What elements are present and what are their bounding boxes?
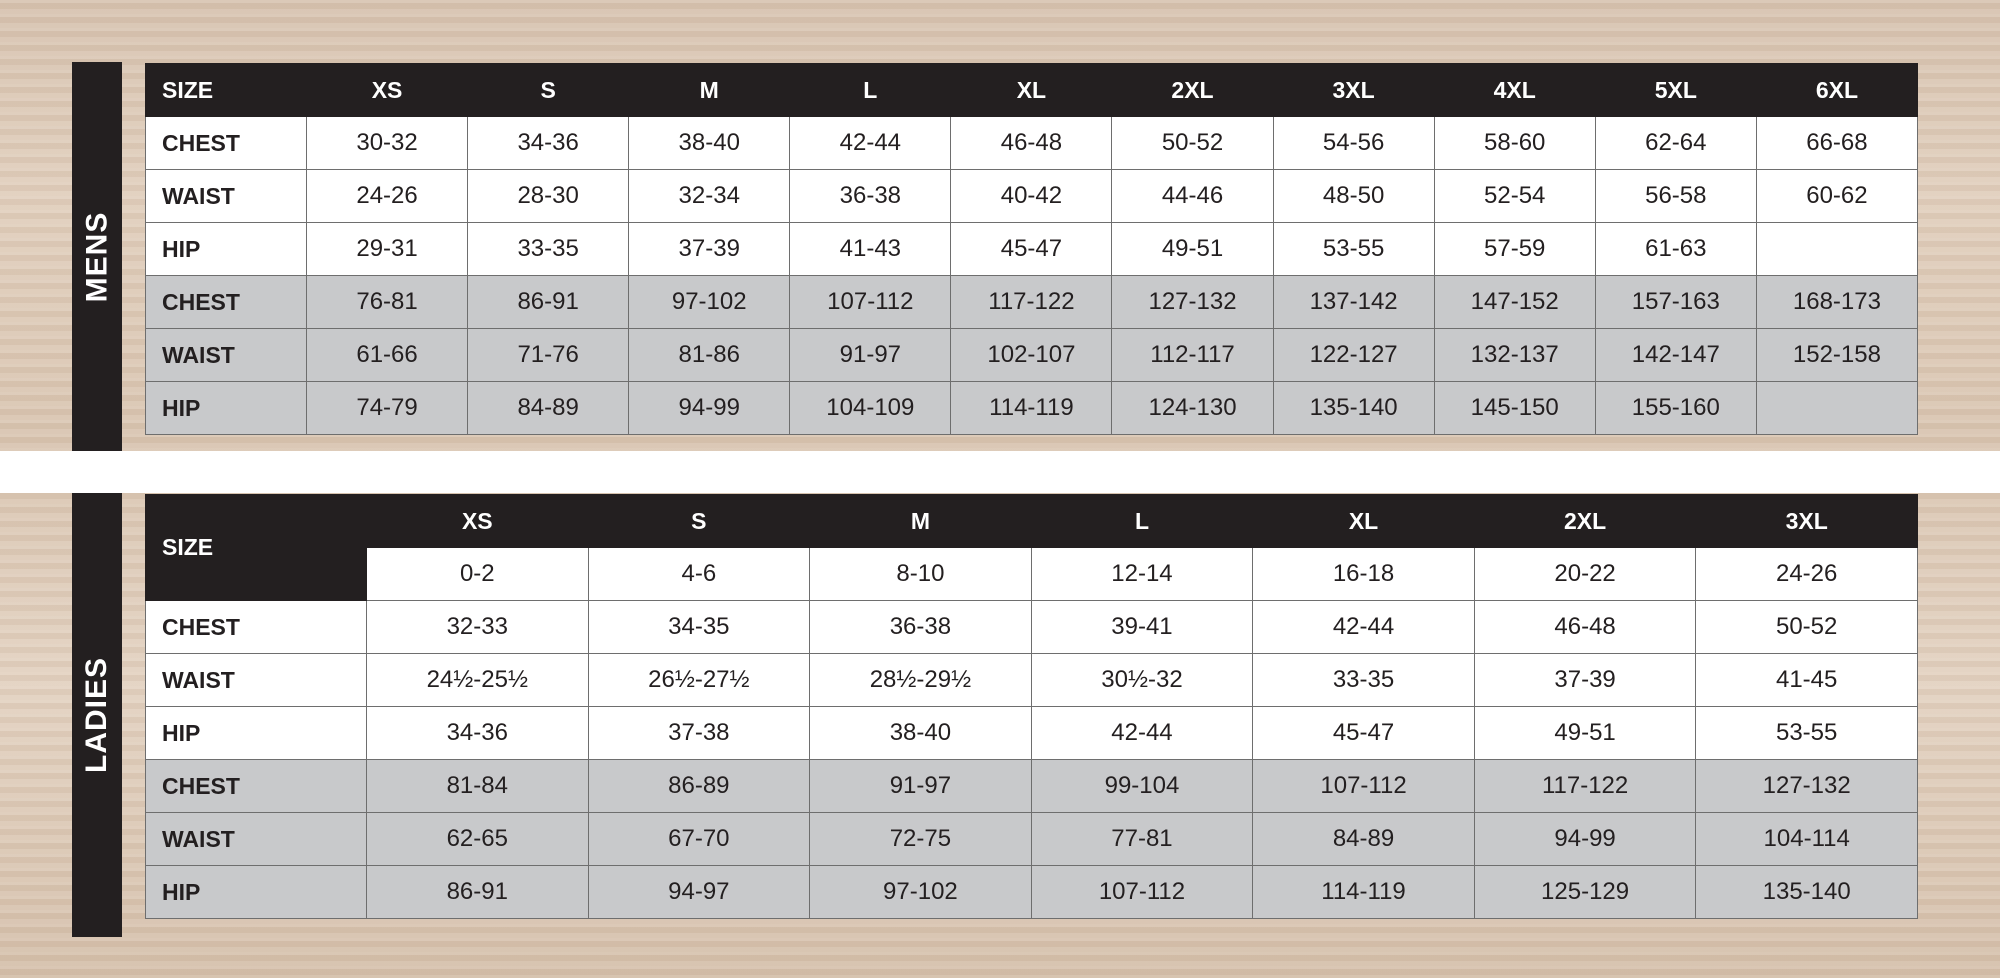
table-cell: 40-42 (951, 170, 1112, 223)
measurement-label: HIP (146, 866, 367, 919)
size-header: 2XL (1474, 495, 1696, 548)
table-cell: 42-44 (1031, 707, 1253, 760)
size-header: XS (307, 64, 468, 117)
ladies-numeric-size-row (146, 548, 1918, 601)
table-cell: 104-109 (790, 382, 951, 435)
table-cell: 84-89 (468, 382, 629, 435)
measurement-label: CHEST (146, 276, 307, 329)
table-cell: 29-31 (307, 223, 468, 276)
section-divider (0, 451, 2000, 493)
numeric-size-cell: 8-10 (810, 548, 1032, 601)
table-cell: 104-114 (1696, 813, 1918, 866)
table-cell: 32-34 (629, 170, 790, 223)
numeric-size-cell: 20-22 (1474, 548, 1696, 601)
numeric-size-cell: 16-18 (1253, 548, 1475, 601)
table-cell: 72-75 (810, 813, 1032, 866)
table-row (146, 276, 1918, 329)
table-cell: 86-91 (367, 866, 589, 919)
table-cell: 30½-32 (1031, 654, 1253, 707)
size-header: L (790, 64, 951, 117)
measurement-label: CHEST (146, 760, 367, 813)
table-cell: 117-122 (1474, 760, 1696, 813)
table-cell: 54-56 (1273, 117, 1434, 170)
table-cell: 34-36 (367, 707, 589, 760)
table-cell: 137-142 (1273, 276, 1434, 329)
table-cell: 49-51 (1112, 223, 1273, 276)
table-cell: 62-64 (1595, 117, 1756, 170)
ladies-size-header: SIZE (146, 495, 367, 601)
table-cell: 37-39 (1474, 654, 1696, 707)
table-cell: 24½-25½ (367, 654, 589, 707)
table-row (146, 813, 1918, 866)
size-header: M (810, 495, 1032, 548)
table-cell: 66-68 (1756, 117, 1917, 170)
table-cell: 33-35 (1253, 654, 1475, 707)
table-cell: 38-40 (629, 117, 790, 170)
table-cell: 26½-27½ (588, 654, 810, 707)
table-cell: 97-102 (629, 276, 790, 329)
size-header: L (1031, 495, 1253, 548)
table-cell: 99-104 (1031, 760, 1253, 813)
table-cell: 94-99 (1474, 813, 1696, 866)
table-cell: 62-65 (367, 813, 589, 866)
size-header: XL (951, 64, 1112, 117)
measurement-label: CHEST (146, 117, 307, 170)
table-cell: 76-81 (307, 276, 468, 329)
table-cell: 53-55 (1696, 707, 1918, 760)
measurement-label: WAIST (146, 329, 307, 382)
size-header: M (629, 64, 790, 117)
table-cell: 127-132 (1112, 276, 1273, 329)
size-header: S (468, 64, 629, 117)
table-cell: 77-81 (1031, 813, 1253, 866)
table-cell: 44-46 (1112, 170, 1273, 223)
table-row (146, 654, 1918, 707)
table-row (146, 760, 1918, 813)
table-cell: 94-99 (629, 382, 790, 435)
measurement-label: HIP (146, 707, 367, 760)
table-cell: 74-79 (307, 382, 468, 435)
table-cell: 41-43 (790, 223, 951, 276)
size-header: 3XL (1696, 495, 1918, 548)
table-cell: 61-63 (1595, 223, 1756, 276)
table-row (146, 329, 1918, 382)
table-cell: 39-41 (1031, 601, 1253, 654)
table-cell: 86-89 (588, 760, 810, 813)
table-cell: 45-47 (1253, 707, 1475, 760)
table-cell: 155-160 (1595, 382, 1756, 435)
table-cell: 94-97 (588, 866, 810, 919)
table-cell: 132-137 (1434, 329, 1595, 382)
table-row (146, 170, 1918, 223)
table-cell: 61-66 (307, 329, 468, 382)
table-cell: 102-107 (951, 329, 1112, 382)
table-row (146, 223, 1918, 276)
table-cell: 124-130 (1112, 382, 1273, 435)
measurement-label: HIP (146, 223, 307, 276)
mens-size-header: SIZE (146, 64, 307, 117)
table-cell: 107-112 (790, 276, 951, 329)
numeric-size-cell: 0-2 (367, 548, 589, 601)
size-header: XL (1253, 495, 1475, 548)
table-cell: 122-127 (1273, 329, 1434, 382)
ladies-section-label (72, 493, 122, 937)
table-cell: 86-91 (468, 276, 629, 329)
table-cell: 56-58 (1595, 170, 1756, 223)
table-cell: 147-152 (1434, 276, 1595, 329)
measurement-label: CHEST (146, 601, 367, 654)
table-cell: 107-112 (1031, 866, 1253, 919)
table-cell: 112-117 (1112, 329, 1273, 382)
table-cell: 67-70 (588, 813, 810, 866)
table-cell: 114-119 (1253, 866, 1475, 919)
table-row (146, 866, 1918, 919)
ladies-header-row (146, 495, 1918, 548)
table-cell: 28½-29½ (810, 654, 1032, 707)
table-cell: 127-132 (1696, 760, 1918, 813)
table-cell: 157-163 (1595, 276, 1756, 329)
table-cell: 81-86 (629, 329, 790, 382)
table-cell: 168-173 (1756, 276, 1917, 329)
size-header: 5XL (1595, 64, 1756, 117)
table-cell: 91-97 (810, 760, 1032, 813)
table-row (146, 707, 1918, 760)
table-cell: 38-40 (810, 707, 1032, 760)
size-header: S (588, 495, 810, 548)
table-cell: 107-112 (1253, 760, 1475, 813)
mens-header-row (146, 64, 1918, 117)
size-header: 6XL (1756, 64, 1917, 117)
table-cell (1756, 223, 1917, 276)
table-cell: 32-33 (367, 601, 589, 654)
table-cell: 81-84 (367, 760, 589, 813)
table-cell: 45-47 (951, 223, 1112, 276)
table-cell: 97-102 (810, 866, 1032, 919)
table-cell: 60-62 (1756, 170, 1917, 223)
table-cell: 30-32 (307, 117, 468, 170)
table-cell: 125-129 (1474, 866, 1696, 919)
measurement-label: WAIST (146, 813, 367, 866)
table-cell: 33-35 (468, 223, 629, 276)
table-row (146, 117, 1918, 170)
mens-section-label (72, 62, 122, 451)
table-cell: 50-52 (1112, 117, 1273, 170)
size-header: 3XL (1273, 64, 1434, 117)
mens-label-text: MENS (80, 211, 113, 302)
ladies-size-table (145, 494, 1918, 919)
table-cell: 37-39 (629, 223, 790, 276)
table-cell: 52-54 (1434, 170, 1595, 223)
table-cell: 53-55 (1273, 223, 1434, 276)
numeric-size-cell: 12-14 (1031, 548, 1253, 601)
size-header: 2XL (1112, 64, 1273, 117)
ladies-label-text: LADIES (80, 656, 114, 774)
table-cell: 34-36 (468, 117, 629, 170)
table-cell: 36-38 (790, 170, 951, 223)
table-cell: 50-52 (1696, 601, 1918, 654)
measurement-label: WAIST (146, 170, 307, 223)
table-row (146, 601, 1918, 654)
table-cell: 58-60 (1434, 117, 1595, 170)
table-cell: 42-44 (790, 117, 951, 170)
table-cell: 48-50 (1273, 170, 1434, 223)
measurement-label: WAIST (146, 654, 367, 707)
table-cell: 28-30 (468, 170, 629, 223)
table-cell: 41-45 (1696, 654, 1918, 707)
mens-size-table (145, 63, 1918, 435)
table-cell: 37-38 (588, 707, 810, 760)
table-cell: 145-150 (1434, 382, 1595, 435)
table-row (146, 382, 1918, 435)
table-cell: 91-97 (790, 329, 951, 382)
table-cell: 117-122 (951, 276, 1112, 329)
numeric-size-cell: 24-26 (1696, 548, 1918, 601)
table-cell: 71-76 (468, 329, 629, 382)
table-cell: 142-147 (1595, 329, 1756, 382)
table-cell: 46-48 (951, 117, 1112, 170)
table-cell: 84-89 (1253, 813, 1475, 866)
table-cell: 135-140 (1273, 382, 1434, 435)
table-cell: 36-38 (810, 601, 1032, 654)
measurement-label: HIP (146, 382, 307, 435)
table-cell: 114-119 (951, 382, 1112, 435)
table-cell: 152-158 (1756, 329, 1917, 382)
table-cell (1756, 382, 1917, 435)
size-header: 4XL (1434, 64, 1595, 117)
table-cell: 42-44 (1253, 601, 1475, 654)
table-cell: 46-48 (1474, 601, 1696, 654)
table-cell: 34-35 (588, 601, 810, 654)
table-cell: 57-59 (1434, 223, 1595, 276)
table-cell: 24-26 (307, 170, 468, 223)
table-cell: 135-140 (1696, 866, 1918, 919)
numeric-size-cell: 4-6 (588, 548, 810, 601)
table-cell: 49-51 (1474, 707, 1696, 760)
size-header: XS (367, 495, 589, 548)
